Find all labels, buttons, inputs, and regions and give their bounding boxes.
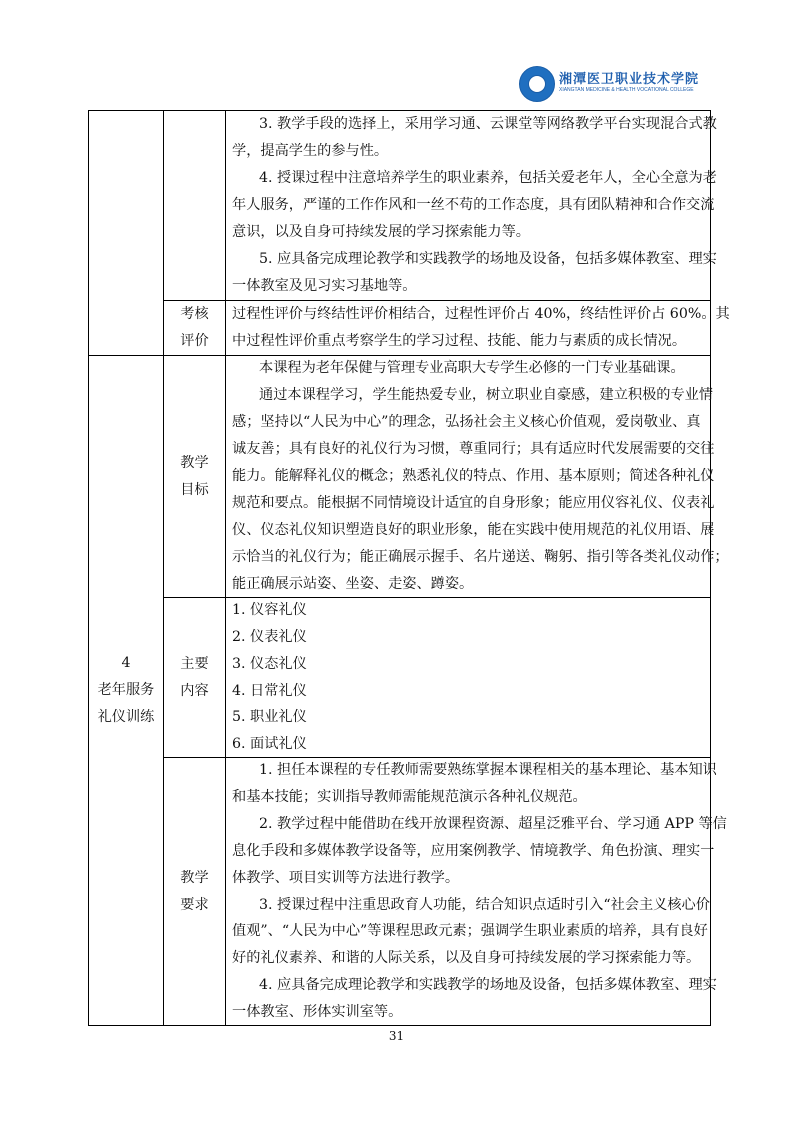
college-name-cn: 湘潭医卫职业技术学院 [559, 72, 700, 87]
text-line: 感；坚持以“人民为中心”的理念，弘扬社会主义核心价值观，爱岗敬业、真 [232, 414, 701, 431]
label-line: 要求 [180, 896, 209, 913]
label-line: 教学 [180, 454, 209, 471]
text-line: 4. 应具备完成理论教学和实践教学的场地及设备，包括多媒体教室、理实 [259, 977, 717, 994]
text-line: 2. 教学过程中能借助在线开放课程资源、超星泛雅平台、学习通 APP 等信 [259, 815, 727, 832]
college-logo [519, 66, 700, 102]
requirements-cell [226, 758, 727, 1025]
content-cell [226, 598, 710, 757]
text-line: 仪、仪态礼仪知识塑造良好的职业形象，能在实践中使用规范的礼仪用语、展 [232, 521, 715, 538]
text-line: 通过本课程学习，学生能热爱专业，树立职业自豪感，建立积极的专业情 [259, 387, 714, 404]
text-line: 和基本技能；实训指导教师需能规范演示各种礼仪规范。 [232, 788, 587, 805]
text-line: 3. 教学手段的选择上，采用学习通、云课堂等网络教学平台实现混合式教 [259, 116, 717, 133]
text-line: 学，提高学生的参与性。 [232, 143, 389, 160]
course-name-line: 礼仪训练 [97, 708, 155, 725]
text-line: 能力。能解释礼仪的概念；熟悉礼仪的特点、作用、基本原则；简述各种礼仪 [232, 468, 715, 485]
text-line: 本课程为老年保健与管理专业高职大专学生必修的一门专业基础课。 [259, 360, 685, 377]
text-line: 4. 日常礼仪 [232, 682, 307, 699]
label-line: 目标 [180, 481, 209, 498]
college-name-en: XIANGTAN MEDICINE & HEALTH VOCATIONAL COLLEGE [559, 87, 694, 93]
text-line: 6. 面试礼仪 [232, 736, 307, 753]
text-line: 示恰当的礼仪行为；能正确展示握手、名片递送、鞠躬、指引等各类礼仪动作； [232, 548, 729, 565]
course-number: 4 [121, 655, 131, 672]
college-emblem-icon [519, 66, 555, 102]
assessment-cell [226, 301, 730, 355]
text-line: 体教学、项目实训等方法进行教学。 [232, 869, 460, 886]
requirements-label [164, 758, 225, 1025]
text-line: 一体教室及见习实习基地等。 [232, 277, 417, 294]
text-line: 1. 仪容礼仪 [232, 601, 307, 618]
assessment-label [164, 301, 225, 355]
text-line: 3. 授课过程中注重思政育人功能，结合知识点适时引入“社会主义核心价 [259, 896, 710, 913]
objectives-label [164, 356, 225, 597]
content-label [164, 598, 225, 757]
teaching-methods-cell [226, 111, 717, 300]
text-line: 意识，以及自身可持续发展的学习探索能力等。 [232, 223, 530, 240]
text-line: 一体教室、形体实训室等。 [232, 1004, 403, 1021]
label-line: 内容 [180, 682, 209, 699]
objectives-cell [226, 356, 729, 597]
label-line: 评价 [180, 333, 209, 349]
text-line: 中过程性评价重点考察学生的学习过程、技能、能力与素质的成长情况。 [232, 333, 687, 349]
text-line: 1. 担任本课程的专任教师需要熟练掌握本课程相关的基本理论、基本知识 [259, 761, 717, 778]
text-line: 4. 授课过程中注意培养学生的职业素养，包括关爱老年人，全心全意为老 [259, 170, 717, 187]
text-line: 能正确展示站姿、坐姿、走姿、蹲姿。 [232, 575, 474, 592]
label-line: 主要 [180, 655, 209, 672]
course-name-line: 老年服务 [97, 682, 155, 699]
text-line: 年人服务，严谨的工作作风和一丝不苟的工作态度，具有团队精神和合作交流 [232, 197, 715, 214]
text-line: 5. 职业礼仪 [232, 709, 307, 726]
label-line: 教学 [180, 869, 209, 886]
page-number: 31 [388, 1029, 405, 1043]
text-line: 息化手段和多媒体教学设备等，应用案例教学、情境教学、角色扮演、理实一 [232, 842, 715, 859]
text-line: 2. 仪表礼仪 [232, 628, 307, 645]
text-line: 值观”、“人民为中心”等课程思政元素；强调学生职业素质的培养，具有良好 [232, 923, 708, 940]
course-name-cell [89, 356, 163, 1025]
text-line: 规范和要点。能根据不同情境设计适宜的自身形象；能应用仪容礼仪、仪表礼 [232, 494, 715, 511]
label-line: 考核 [180, 306, 209, 323]
text-line: 过程性评价与终结性评价相结合，过程性评价占 40%，终结性评价占 60%。其 [232, 306, 730, 323]
text-line: 好的礼仪素养、和谐的人际关系，以及自身可持续发展的学习探索能力等。 [232, 950, 701, 967]
text-line: 5. 应具备完成理论教学和实践教学的场地及设备，包括多媒体教室、理实 [259, 250, 717, 267]
text-line: 诚友善；具有良好的礼仪行为习惯，尊重同行；具有适应时代发展需要的交往 [232, 441, 715, 458]
text-line: 3. 仪态礼仪 [232, 655, 307, 672]
